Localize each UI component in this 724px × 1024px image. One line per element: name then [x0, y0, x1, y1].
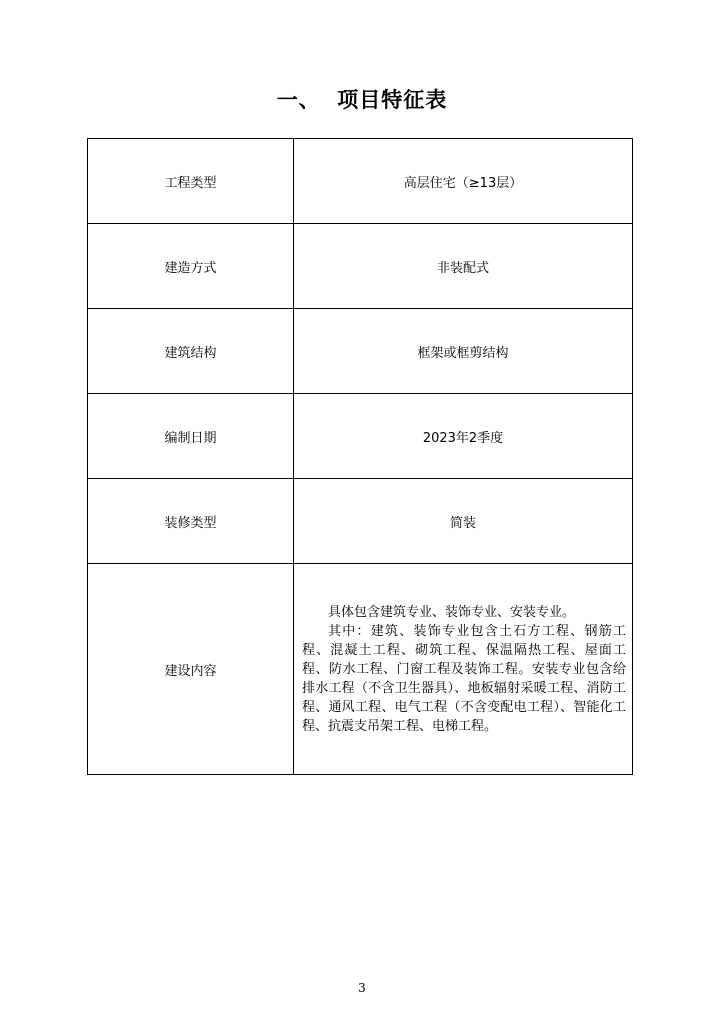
row-label: 装修类型 [88, 479, 294, 564]
row-value: 非装配式 [294, 224, 633, 309]
table-row-construction-method [88, 224, 633, 309]
content-paragraph-summary: 具体包含建筑专业、装饰专业、安装专业。 [328, 604, 576, 620]
table-row-project-type [88, 139, 633, 224]
page-title: 一、 项目特征表 [276, 88, 448, 112]
table-row-compile-date [88, 394, 633, 479]
table-row-construction-content [88, 564, 633, 775]
row-label: 建造方式 [88, 224, 294, 309]
page-number: 3 [358, 981, 366, 995]
row-label: 建设内容 [88, 564, 294, 775]
construction-content-text [294, 564, 633, 775]
row-value: 2023年2季度 [294, 394, 633, 479]
row-label: 建筑结构 [88, 309, 294, 394]
row-label: 编制日期 [88, 394, 294, 479]
row-value: 框架或框剪结构 [294, 309, 633, 394]
content-paragraph-detail: 其中：建筑、装饰专业包含土石方工程、钢筋工程、混凝土工程、砌筑工程、保温隔热工程、屋面工程、防水工程、门窗工程及装饰工程。安装专业包含给排水工程（不含卫生器具）、地板辐射采暖工程、消防工程、通风工程、电气工程（不含变配电工程）、智能化工程、抗震支吊架工程、电梯工程。 [302, 623, 626, 734]
row-label: 工程类型 [88, 139, 294, 224]
row-value: 高层住宅（≥13层） [294, 139, 633, 224]
project-feature-table [87, 138, 633, 775]
table-row-building-structure [88, 309, 633, 394]
row-value: 简装 [294, 479, 633, 564]
table-row-decoration-type [88, 479, 633, 564]
